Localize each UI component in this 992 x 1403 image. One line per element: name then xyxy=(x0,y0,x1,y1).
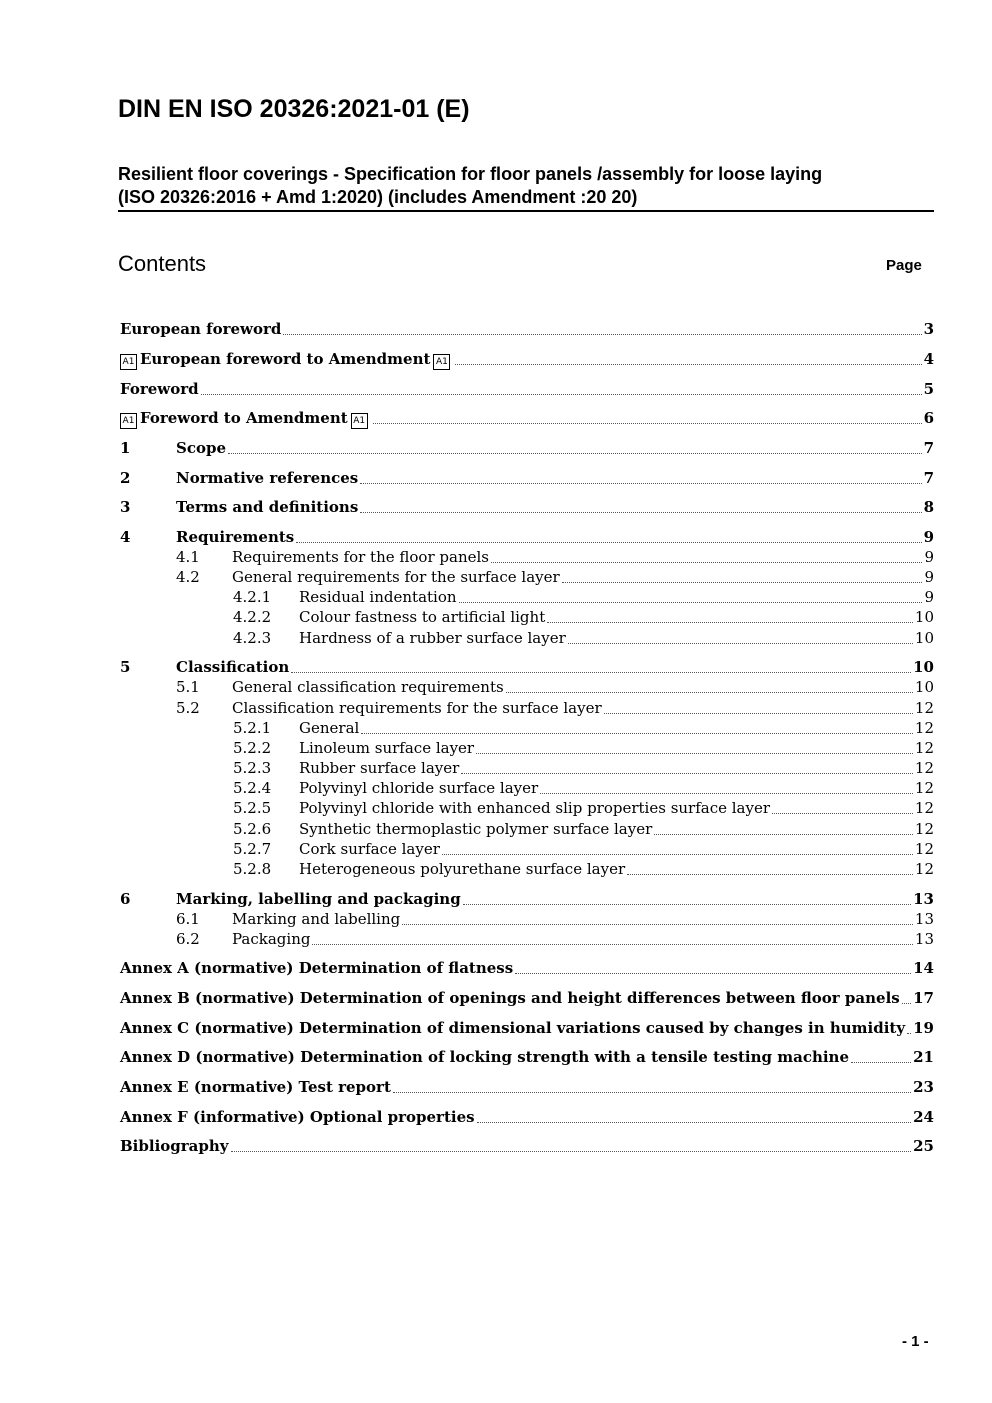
toc-leader-dots xyxy=(907,1032,911,1034)
toc-entry-5-2-6[interactable] xyxy=(120,820,934,840)
toc-entry-page: 9 xyxy=(924,548,934,566)
toc-entry-page: 17 xyxy=(913,989,934,1007)
toc-entry-text: Bibliography xyxy=(120,1137,229,1155)
toc-leader-dots xyxy=(201,393,922,395)
toc-entry-text: Classification xyxy=(176,658,290,676)
toc-entry-page: 10 xyxy=(914,608,934,626)
toc-entry-number: 5 xyxy=(120,658,131,676)
toc-leader-dots xyxy=(515,972,911,974)
toc-entry-page: 7 xyxy=(923,469,934,487)
toc-entry-text: Polyvinyl chloride surface layer xyxy=(299,779,539,797)
toc-entry-5-2-4[interactable] xyxy=(120,779,934,799)
toc-entry-text: Polyvinyl chloride with enhanced slip properties surface layer xyxy=(299,799,771,817)
toc-leader-dots xyxy=(604,712,913,714)
toc-leader-dots xyxy=(296,541,921,543)
toc-entry-text: European foreword xyxy=(120,320,282,338)
toc-entry-annex-c[interactable] xyxy=(120,1019,934,1039)
toc-entry-number: 5.2.1 xyxy=(233,719,272,737)
toc-entry-text: General classification requirements xyxy=(232,678,504,696)
toc-entry-6-2[interactable] xyxy=(120,930,934,950)
toc-entry-5-2-5[interactable] xyxy=(120,799,934,819)
toc-entry-text: Packaging xyxy=(232,930,311,948)
toc-entry-4-2-2[interactable] xyxy=(120,608,934,628)
toc-entry-normative-references[interactable] xyxy=(120,469,934,489)
toc-entry-page: 10 xyxy=(914,678,934,696)
toc-entry-page: 9 xyxy=(924,568,934,586)
toc-entry-page: 24 xyxy=(913,1108,934,1126)
toc-entry-text: Hardness of a rubber surface layer xyxy=(299,629,566,647)
toc-entry-page: 10 xyxy=(914,629,934,647)
toc-entry-number: 4.2.1 xyxy=(233,588,272,606)
toc-entry-text: General requirements for the surface layer xyxy=(232,568,560,586)
toc-entry-5-2-3[interactable] xyxy=(120,759,934,779)
toc-leader-dots xyxy=(540,792,913,794)
toc-entry-5-1[interactable] xyxy=(120,678,934,698)
toc-entry-number: 6.1 xyxy=(176,910,200,928)
toc-entry-page: 12 xyxy=(914,840,934,858)
toc-leader-dots xyxy=(442,853,913,855)
toc-entry-page: 6 xyxy=(923,409,934,427)
toc-leader-dots xyxy=(402,923,913,925)
toc-entry-number: 6.2 xyxy=(176,930,200,948)
toc-leader-dots xyxy=(455,363,921,365)
toc-entry-4-2-1[interactable] xyxy=(120,588,934,608)
toc-entry-number: 5.2.6 xyxy=(233,820,272,838)
toc-entry-page: 13 xyxy=(914,930,934,948)
toc-leader-dots xyxy=(373,422,922,424)
toc-entry-european-foreword[interactable] xyxy=(120,320,934,340)
toc-entry-page: 12 xyxy=(914,820,934,838)
toc-entry-number: 4.2.2 xyxy=(233,608,272,626)
toc-entry-5-2-7[interactable] xyxy=(120,840,934,860)
toc-entry-page: 3 xyxy=(923,320,934,338)
toc-entry-page: 19 xyxy=(913,1019,934,1037)
toc-entry-page: 14 xyxy=(913,959,934,977)
toc-entry-text: Residual indentation xyxy=(299,588,457,606)
toc-leader-dots xyxy=(312,943,912,945)
toc-leader-dots xyxy=(463,903,911,905)
toc-entry-terms-definitions[interactable] xyxy=(120,498,934,518)
toc-entry-number: 5.2 xyxy=(176,699,200,717)
toc-entry-text: Colour fastness to artificial light xyxy=(299,608,546,626)
toc-entry-number: 4.2.3 xyxy=(233,629,272,647)
toc-entry-bibliography[interactable] xyxy=(120,1137,934,1157)
toc-leader-dots xyxy=(459,601,923,603)
toc-leader-dots xyxy=(361,732,913,734)
toc-leader-dots xyxy=(360,511,921,513)
toc-entry-text: Marking, labelling and packaging xyxy=(176,890,461,908)
toc-entry-number: 4.1 xyxy=(176,548,200,566)
toc-entry-text: Scope xyxy=(176,439,227,457)
toc-entry-page: 13 xyxy=(914,910,934,928)
toc-entry-text: Heterogeneous polyurethane surface layer xyxy=(299,860,626,878)
toc-entry-page: 12 xyxy=(914,719,934,737)
toc-entry-number: 5.2.4 xyxy=(233,779,272,797)
toc-entry-page: 5 xyxy=(923,380,934,398)
toc-entry-text: Normative references xyxy=(176,469,359,487)
toc-entry-annex-b[interactable] xyxy=(120,989,934,1009)
toc-leader-dots xyxy=(902,1002,911,1004)
toc-entry-text: Annex F (informative) Optional properties xyxy=(120,1108,475,1126)
page-number: - 1 - xyxy=(902,1333,929,1350)
toc-entry-page: 9 xyxy=(923,528,934,546)
toc-entry-number: 5.2.5 xyxy=(233,799,272,817)
toc-leader-dots xyxy=(568,642,913,644)
toc-entry-scope[interactable] xyxy=(120,439,934,459)
toc-entry-text: Rubber surface layer xyxy=(299,759,460,777)
toc-leader-dots xyxy=(476,752,913,754)
toc-entry-annex-e[interactable] xyxy=(120,1078,934,1098)
toc-entry-text: Foreword xyxy=(120,380,199,398)
toc-leader-dots xyxy=(283,333,921,335)
toc-leader-dots xyxy=(547,621,913,623)
toc-entry-page: 7 xyxy=(923,439,934,457)
toc-entry-annex-f[interactable] xyxy=(120,1108,934,1128)
toc-entry-text: Annex C (normative) Determination of dimensional variations caused by changes in humidity xyxy=(120,1019,906,1037)
toc-entry-european-foreword-amendment[interactable] xyxy=(120,350,934,370)
page-column-heading: Page xyxy=(886,257,922,274)
toc-entry-requirements[interactable] xyxy=(120,528,934,548)
toc-entry-5-2-2[interactable] xyxy=(120,739,934,759)
toc-entry-text: Synthetic thermoplastic polymer surface layer xyxy=(299,820,653,838)
toc-entry-annex-a[interactable] xyxy=(120,959,934,979)
toc-entry-page: 23 xyxy=(913,1078,934,1096)
toc-leader-dots xyxy=(627,873,913,875)
toc-entry-5-2-8[interactable] xyxy=(120,860,934,880)
toc-entry-text: Annex A (normative) Determination of flatness xyxy=(120,959,514,977)
toc-entry-number: 4.2 xyxy=(176,568,200,586)
toc-leader-dots xyxy=(477,1121,912,1123)
contents-heading: Contents xyxy=(118,251,207,276)
toc-entry-text: Terms and definitions xyxy=(176,498,359,516)
toc-entry-page: 10 xyxy=(913,658,934,676)
toc-entry-page: 8 xyxy=(923,498,934,516)
toc-entry-text: Requirements for the floor panels xyxy=(232,548,489,566)
toc-entry-page: 21 xyxy=(913,1048,934,1066)
amendment-start-marker-icon: A1 xyxy=(120,354,137,370)
toc-entry-text: Linoleum surface layer xyxy=(299,739,475,757)
toc-entry-5-2-1[interactable] xyxy=(120,719,934,739)
toc-entry-5-2[interactable] xyxy=(120,699,934,719)
toc-entry-foreword-amendment[interactable] xyxy=(120,409,934,429)
amendment-start-marker-icon: A1 xyxy=(120,413,137,429)
toc-entry-page: 9 xyxy=(924,588,934,606)
toc-entry-number: 5.1 xyxy=(176,678,200,696)
toc-entry-text: Requirements xyxy=(176,528,295,546)
toc-entry-number: 6 xyxy=(120,890,131,908)
toc-leader-dots xyxy=(360,482,921,484)
toc-entry-text: Cork surface layer xyxy=(299,840,440,858)
amendment-end-marker-icon: A1 xyxy=(433,354,450,370)
amendment-end-marker-icon: A1 xyxy=(351,413,368,429)
toc-entry-text: Annex E (normative) Test report xyxy=(120,1078,391,1096)
toc-entry-page: 12 xyxy=(914,860,934,878)
toc-leader-dots xyxy=(851,1061,911,1063)
toc-entry-page: 12 xyxy=(914,799,934,817)
toc-entry-4-2[interactable] xyxy=(120,568,934,588)
toc-entry-foreword[interactable] xyxy=(120,380,934,400)
subtitle-line-2: (ISO 20326:2016 + Amd 1:2020) (includes Amendment :20 20) xyxy=(118,187,638,207)
toc-entry-page: 13 xyxy=(913,890,934,908)
toc-entry-number: 1 xyxy=(120,439,131,457)
toc-entry-page: 25 xyxy=(913,1137,934,1155)
toc-leader-dots xyxy=(461,772,913,774)
toc-entry-text: Foreword to Amendment xyxy=(140,409,348,427)
toc-entry-classification[interactable] xyxy=(120,658,934,678)
toc-entry-4-2-3[interactable] xyxy=(120,629,934,649)
toc-entry-4-1[interactable] xyxy=(120,548,934,568)
toc-leader-dots xyxy=(506,691,913,693)
toc-entry-text: Annex B (normative) Determination of openings and height differences between floor panels xyxy=(120,989,900,1007)
toc-entry-text: Marking and labelling xyxy=(232,910,401,928)
toc-entry-number: 5.2.7 xyxy=(233,840,272,858)
toc-entry-page: 12 xyxy=(914,739,934,757)
toc-entry-number: 4 xyxy=(120,528,131,546)
toc-leader-dots xyxy=(291,671,911,673)
toc-entry-text: Annex D (normative) Determination of locking strength with a tensile testing machine xyxy=(120,1048,850,1066)
toc-entry-number: 5.2.2 xyxy=(233,739,272,757)
document-subtitle xyxy=(118,163,934,212)
toc-leader-dots xyxy=(654,833,913,835)
toc-entry-page: 12 xyxy=(914,779,934,797)
subtitle-line-1: Resilient floor coverings - Specification for floor panels /assembly for loose laying xyxy=(118,164,823,184)
toc-leader-dots xyxy=(562,581,923,583)
toc-leader-dots xyxy=(491,561,922,563)
toc-leader-dots xyxy=(393,1091,911,1093)
toc-leader-dots xyxy=(228,452,922,454)
toc-entry-number: 2 xyxy=(120,469,131,487)
toc-entry-text: European foreword to Amendment xyxy=(140,350,431,368)
toc-entry-text: General xyxy=(299,719,360,737)
toc-entry-marking[interactable] xyxy=(120,890,934,910)
document-title: DIN EN ISO 20326:2021-01 (E) xyxy=(118,95,470,123)
toc-entry-number: 5.2.8 xyxy=(233,860,272,878)
toc-entry-page: 12 xyxy=(914,699,934,717)
toc-entry-annex-d[interactable] xyxy=(120,1048,934,1068)
toc-leader-dots xyxy=(772,812,913,814)
toc-entry-text: Classification requirements for the surface layer xyxy=(232,699,602,717)
toc-entry-page: 12 xyxy=(914,759,934,777)
toc-leader-dots xyxy=(231,1150,912,1152)
toc-entry-6-1[interactable] xyxy=(120,910,934,930)
toc-entry-number: 3 xyxy=(120,498,131,516)
toc-entry-number: 5.2.3 xyxy=(233,759,272,777)
toc-entry-page: 4 xyxy=(923,350,934,368)
